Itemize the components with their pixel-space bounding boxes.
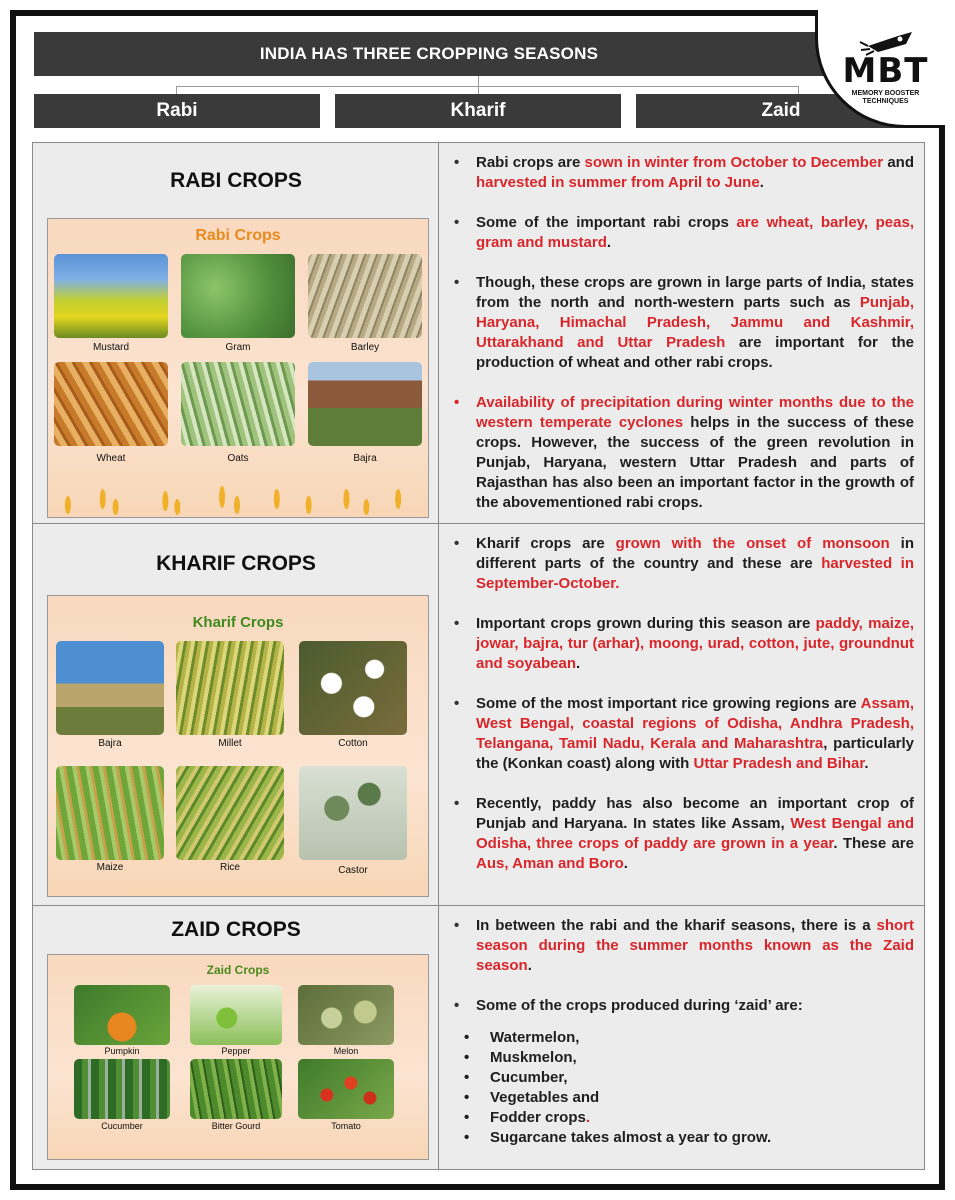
castor-image [299,766,407,860]
zaid-row [33,906,924,1169]
list-item: • Muskmelon, [462,1048,914,1068]
crop-label: Cucumber [101,1121,143,1131]
kharif-crops-panel [47,595,429,897]
kharif-image-cell [33,524,439,905]
zaid-crop-list [452,1028,914,1148]
millet-image [176,641,284,735]
cucumber-image [74,1059,170,1119]
oats-image [181,362,295,446]
zaid-bullet-1: • In between the rabi and the kharif seasons, there is a short season during the summer months known as the Zaid season. [452,916,914,976]
bajra-image [308,362,422,446]
list-item: • Watermelon, [462,1028,914,1048]
gram-image [181,254,295,338]
connector-line [798,86,799,94]
zaid-bullet-2: • Some of the crops produced during ‘zaid’ are: [452,996,914,1016]
zaid-image-cell [33,906,439,1169]
bitter-gourd-image [190,1059,282,1119]
connector-line [478,76,479,86]
logo-tagline-line: MEMORY BOOSTER [851,90,920,98]
bajra-image [56,641,164,735]
crop-label: Gram [225,342,251,353]
crop-label: Cotton [338,738,368,749]
list-item: • Cucumber, [462,1068,914,1088]
crop-label: Maize [96,862,124,873]
maize-image [56,766,164,860]
kharif-bullet-4: • Recently, paddy has also become an important crop of Punjab and Haryana. In states like Assam, West Bengal and Odisha, three crops of paddy are grown in a year. These are Aus, Aman and Boro. [452,794,914,874]
crop-label: Pepper [221,1046,251,1056]
rabi-panel-title: Rabi Crops [195,227,281,244]
crop-label: Pumpkin [104,1046,140,1056]
crop-label: Wheat [96,453,126,464]
kharif-bullet-2: • Important crops grown during this season are paddy, maize, jowar, bajra, tur (arhar), moong, urad, cotton, jute, groundnut and soyabean. [452,614,914,674]
zaid-text-cell [440,906,924,1169]
infographic-page [10,10,945,1190]
logo-tagline [852,90,920,105]
connector-line [176,86,798,87]
pumpkin-image [74,985,170,1045]
crop-label: Barley [350,342,380,353]
list-item: • Sugarcane takes almost a year to grow. [462,1128,914,1148]
rabi-bullet-4: • Availability of precipitation during winter months due to the western temperate cyclones helps in the success of these crops. However, the success of the green revolution in Punjab, Haryana, western Uttar Pradesh and parts of Rajasthan has also been an important factor in the growth of the abovementioned rabi crops. [452,393,914,513]
rabi-bullet-1: • Rabi crops are sown in winter from October to December and harvested in summer from April to June. [452,153,914,193]
crop-label: Mustard [92,342,130,353]
mustard-image [54,254,168,338]
melon-image [298,985,394,1045]
logo-tagline-line: TECHNIQUES [862,97,909,105]
connector-line [176,86,177,94]
wheat-decoration-icon [48,469,428,517]
crop-label: Bajra [98,738,122,749]
list-item: • Fodder crops. [462,1108,914,1128]
connector-line [478,86,479,94]
crop-label: Tomato [331,1121,361,1131]
rabi-bullet-2: • Some of the important rabi crops are wheat, barley, peas, gram and mustard. [452,213,914,253]
rabi-text-cell [440,143,924,523]
crop-label: Rice [219,862,240,873]
zaid-crops-panel [47,954,429,1160]
crop-label: Bajra [353,453,377,464]
logo-wordmark: MBT [842,51,929,92]
rabi-bullet-3: • Though, these crops are grown in large parts of India, states from the north and north-western parts such as Punjab, Haryana, Himachal Pradesh, Jammu and Kashmir, Uttarakhand and Uttar Pradesh are important for the production of wheat and other rabi crops. [452,273,914,373]
kharif-row [33,524,924,906]
wheat-image [54,362,168,446]
barley-image [308,254,422,338]
tomato-image [298,1059,394,1119]
crop-label: Oats [227,453,249,464]
kharif-bullet-3: • Some of the most important rice growing regions are Assam, West Bengal, coastal regions of Odisha, Andhra Pradesh, Telangana, Tamil Nadu, Kerala and Maharashtra, particularly the (Konkan coast) along with Uttar Pradesh and Bihar. [452,694,914,774]
list-item: • Vegetables and [462,1088,914,1108]
kharif-bullet-1: • Kharif crops are grown with the onset of monsoon in different parts of the country and these are harvested in September-October. [452,534,914,594]
cotton-image [299,641,407,735]
kharif-text-cell [440,524,924,905]
crops-table [32,142,925,1170]
kharif-heading: KHARIF CROPS [156,552,316,575]
crop-label: Melon [333,1046,359,1056]
pepper-image [190,985,282,1045]
crop-label: Millet [218,738,242,749]
rabi-crops-panel [47,218,429,518]
crop-label: Bitter Gourd [211,1121,261,1131]
season-label-rabi: Rabi [34,94,320,128]
rice-image [176,766,284,860]
rabi-heading: RABI CROPS [170,169,302,192]
zaid-heading: ZAID CROPS [171,918,301,941]
season-label-kharif: Kharif [335,94,621,128]
zaid-panel-title: Zaid Crops [206,963,270,977]
season-label-zaid: Zaid [636,94,926,128]
kharif-panel-title: Kharif Crops [192,614,284,631]
rabi-row [33,143,924,524]
page-title: INDIA HAS THREE CROPPING SEASONS [34,32,824,76]
crop-label: Castor [338,865,368,876]
rabi-image-cell [33,143,439,523]
